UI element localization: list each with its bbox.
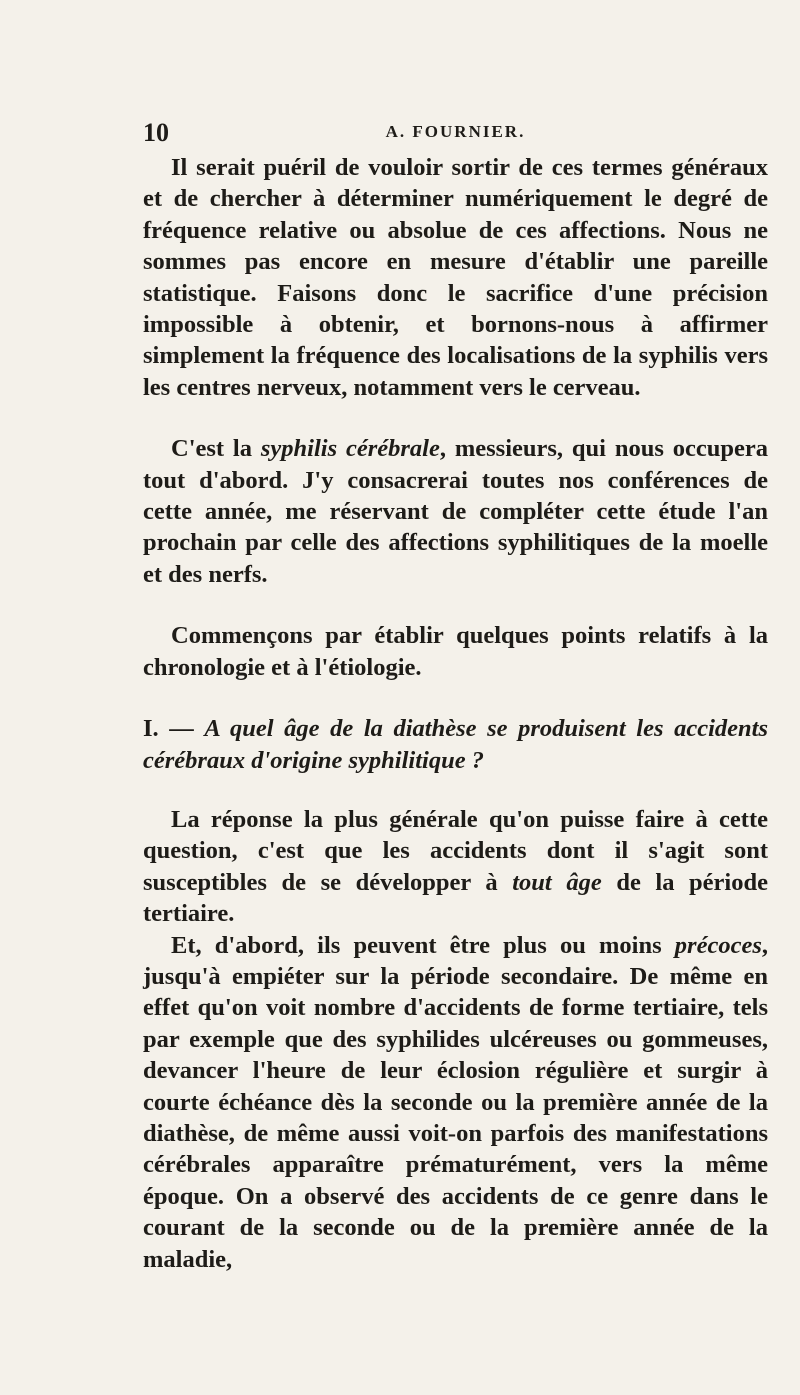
section-question-text: A quel âge de la diathèse se produisent les accidents cérébraux d'origine syphilitique ? [143, 715, 768, 774]
book-page [143, 118, 768, 1275]
paragraph-2 [143, 433, 768, 590]
paragraph-5-text-a: La réponse la plus générale qu'on puisse faire à cette question, c'est que les accidents dont il s'agit sont susceptibles de se développer à [143, 805, 768, 896]
paragraph-5 [143, 804, 768, 930]
emphasis-tout-age: tout âge [512, 868, 602, 896]
emphasis-precoces: précoces [674, 931, 762, 959]
paragraph-5-text-b: de la période tertiaire. [143, 868, 768, 928]
emphasis-syphilis-cerebrale: syphilis cérébrale [260, 435, 440, 463]
paragraph-2-text-a: C'est la [171, 435, 261, 463]
running-head [143, 118, 768, 152]
paragraph-2-text-b: , messieurs, qui nous occupera tout d'abord. J'y consacrerai toutes nos conférences de cette année, me réservant de compléter cette étude l'an prochain par celle des affections syphilitiques de la moelle et des nerfs. [143, 435, 768, 588]
paragraph-1: Il serait puéril de vouloir sortir de ces termes généraux et de chercher à déterminer numériquement le degré de fréquence relative ou absolue de ces affections. Nous ne sommes pas encore en mesure d'établir une pareille statistique. Faisons donc le sacrifice d'une précision impossible à obtenir, et bornons-nous à affirmer simplement la fréquence des localisations de la syphilis vers les centres nerveux, notamment vers le cerveau. [143, 154, 768, 401]
running-head-author: A. FOURNIER. [385, 122, 526, 141]
paragraph-6-text-b: , jusqu'à empiéter sur la période secondaire. De même en effet qu'on voit nombre d'accidents de forme tertiaire, tels par exemple que des syphilides ulcéreuses ou gommeuses, devancer l'heure de leur éclosion régulière et surgir à courte échéance dès la seconde ou la première année de la diathèse, de même aussi voit-on parfois des manifestations cérébrales apparaître prématurément, vers la même époque. On a observé des accidents de ce genre dans le courant de la seconde ou de la première année de la maladie, [143, 931, 768, 1273]
section-number: I. — [143, 715, 205, 743]
paragraph-6 [143, 930, 768, 1275]
paragraph-3: Commençons par établir quelques points relatifs à la chronologie et à l'étiologie. [143, 622, 768, 681]
page-number: 10 [143, 118, 169, 147]
paragraph-6-text-a: Et, d'abord, ils peuvent être plus ou moins [171, 931, 675, 959]
section-question [143, 713, 768, 776]
